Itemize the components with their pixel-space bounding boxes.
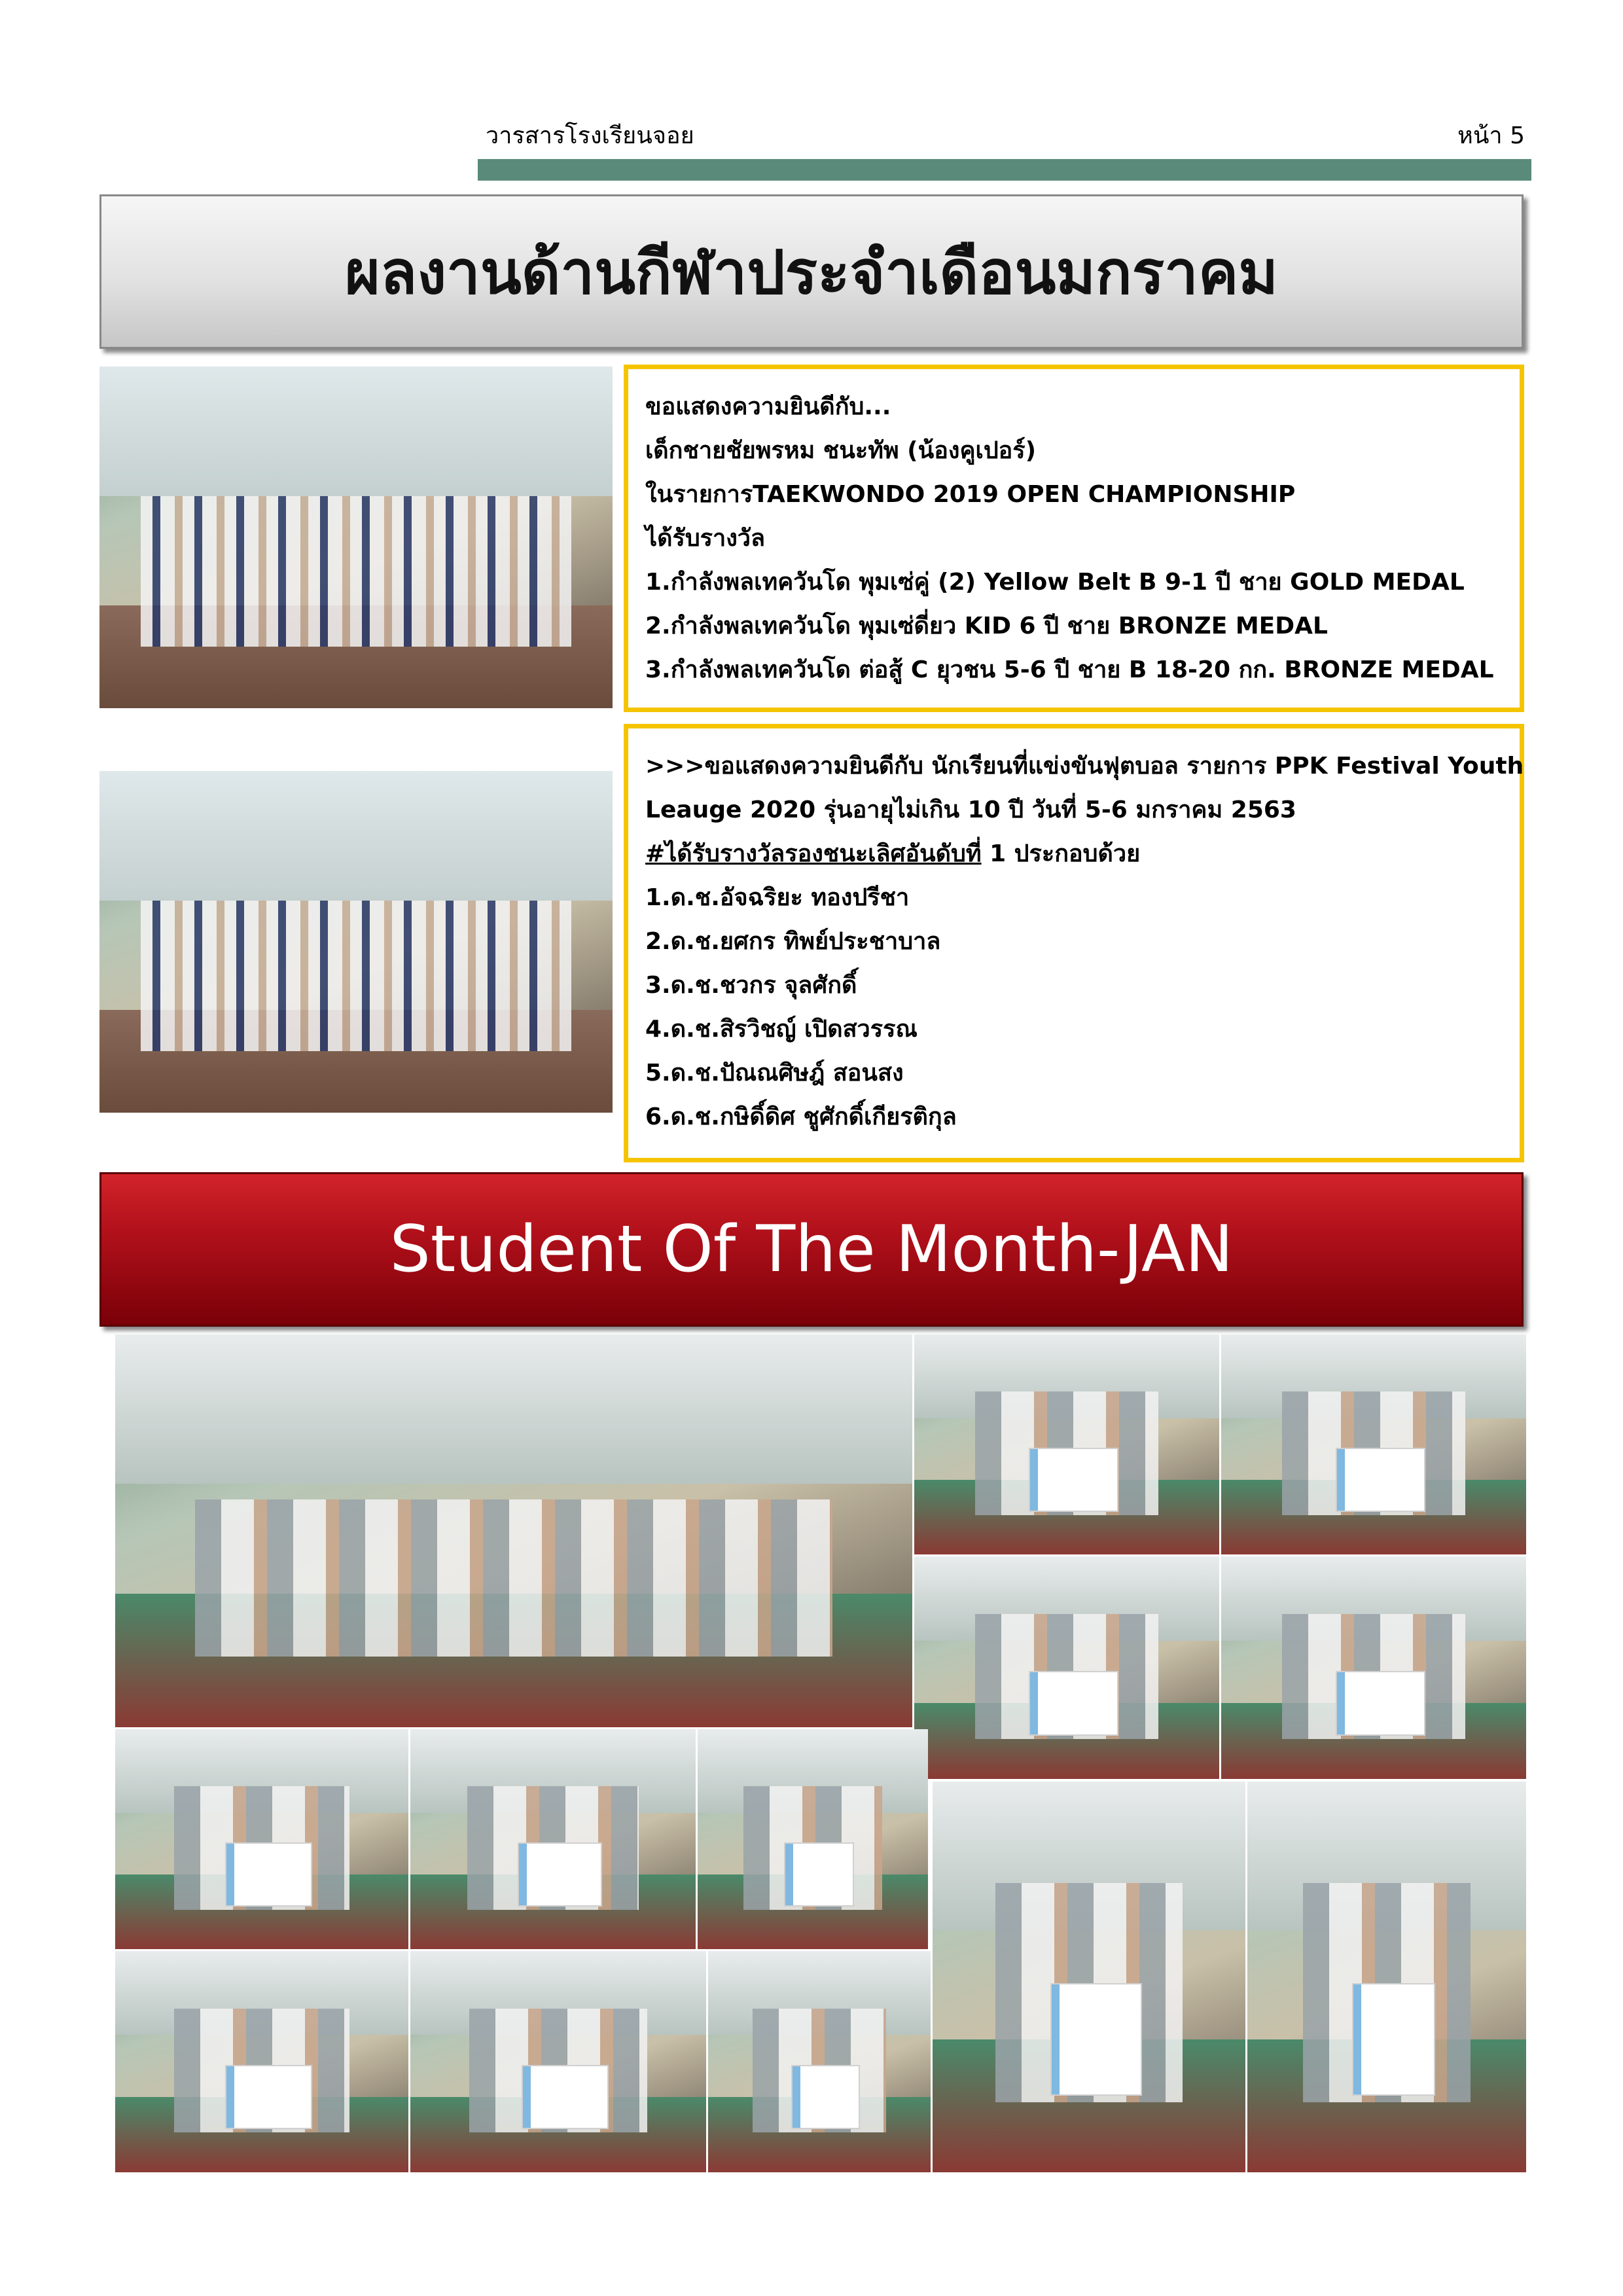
student-of-month-group-photo [115, 1335, 912, 1727]
student-of-month-photo [1221, 1335, 1526, 1554]
student-of-month-photo [914, 1335, 1219, 1554]
student-of-month-photo [914, 1556, 1219, 1779]
taekwondo-line: 2.กำลังพลเทควันโด พุมเซ่ดี่ยว KID 6 ปี ชาย BRONZE MEDAL [645, 613, 1328, 639]
student-of-month-title: Student Of The Month-JAN [389, 1212, 1234, 1287]
football-award-line [645, 832, 1503, 876]
student-of-month-photo [115, 1951, 408, 2172]
football-player: 2.ด.ช.ยศกร ทิพย์ประชาบาล [645, 928, 941, 955]
student-of-month-photo [708, 1951, 931, 2172]
football-award-rest: 1 ประกอบด้วย [981, 840, 1141, 867]
student-of-month-photo [1221, 1556, 1526, 1779]
football-player: 3.ด.ช.ชวกร จุลศักดิ์ [645, 972, 857, 999]
header-divider-bar [478, 159, 1531, 181]
football-player: 6.ด.ช.กษิดิ์ดิศ ชูศักดิ์เกียรติกุล [645, 1103, 957, 1130]
football-player: 4.ด.ช.สิรวิชญ์ เปิดสวรรณ [645, 1016, 918, 1043]
football-player: 1.ด.ช.อัจฉริยะ ทองปรีชา [645, 884, 910, 911]
taekwondo-announcement-box [624, 365, 1524, 712]
taekwondo-award-photo [99, 367, 613, 708]
student-of-month-photo [410, 1729, 696, 1949]
football-line: >>>ขอแสดงความยินดีกับ นักเรียนที่แข่งขันฟุตบอล รายการ PPK Festival Youth [645, 753, 1524, 780]
student-of-month-photo [115, 1729, 408, 1949]
sports-section-banner [99, 194, 1524, 349]
sports-section-title: ผลงานด้านกีฬาประจำเดือนมกราคม [344, 237, 1279, 308]
taekwondo-line: ในรายการTAEKWONDO 2019 OPEN CHAMPIONSHIP [645, 481, 1296, 508]
student-of-month-photo [1247, 1782, 1526, 2172]
taekwondo-line: ได้รับรางวัล [645, 525, 766, 552]
football-announcement-box [624, 724, 1524, 1162]
taekwondo-line: 1.กำลังพลเทควันโด พุมเซ่คู่ (2) Yellow Belt B 9-1 ปี ชาย GOLD MEDAL [645, 569, 1465, 596]
football-line: Leauge 2020 รุ่นอายุไม่เกิน 10 ปี วันที่ 5-6 มกราคม 2563 [645, 797, 1296, 823]
taekwondo-line: 3.กำลังพลเทควันโด ต่อสู้ C ยุวชน 5-6 ปี ชาย B 18-20 กก. BRONZE MEDAL [645, 656, 1494, 683]
football-player: 5.ด.ช.ปัณณศิษฎ์ สอนสง [645, 1060, 904, 1086]
student-of-month-photo [698, 1729, 928, 1949]
student-of-month-photo [410, 1951, 706, 2172]
taekwondo-line: เด็กชายชัยพรหม ชนะทัพ (น้องคูเปอร์) [645, 437, 1037, 464]
football-team-photo [99, 771, 613, 1113]
student-of-month-photo [933, 1782, 1245, 2172]
newsletter-title: วารสารโรงเรียนจอย [486, 122, 694, 149]
taekwondo-line: ขอแสดงความยินดีกับ... [645, 393, 891, 420]
student-of-month-banner [99, 1172, 1524, 1327]
football-award-underlined: #ได้รับรางวัลรองชนะเลิศอันดับที่ [645, 840, 982, 867]
page-number: หน้า 5 [1457, 122, 1525, 149]
